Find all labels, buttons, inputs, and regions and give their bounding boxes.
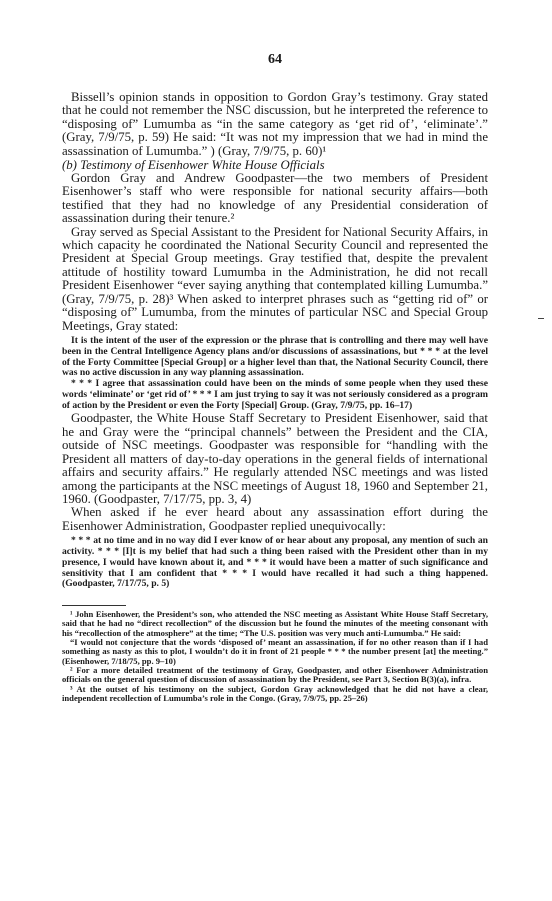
footnote-1-quote: “I would not conjecture that the words ‘disposed of’ meant an assassination, if for no other reason than if I had something as nasty as this to plot, I wouldn’t do it in front of 21 people * * * the number present [at] the meeting.” (Eisenhower, 7/18/75, pp. 9–10) bbox=[62, 637, 488, 666]
quote-goodpaster: * * * at no time and in no way did I ever know of or hear about any proposal, any mention of such an activity. * * * [I]t is my belief that had such a thing been raised with the President other than in my presence, I would have known about it, and * * * it would have been a matter of such significance and sensitivity that I am confident that * * * I would have recalled it had such a thing happened. (Goodpaster, 7/17/75, p. 5) bbox=[62, 535, 488, 590]
paragraph-goodpaster: Goodpaster, the White House Staff Secretary to President Eisenhower, said that he and Gray were the “principal channels” between the President and the CIA, outside of NSC meetings. Goodpaster was responsible for “handling with the President all matters of day-to-day operations in the general fields of international affairs and security affairs.” He regularly attended NSC meetings and was listed among the participants at the NSC meetings of August 18, 1960 and September 21, 1960. (Goodpaster, 7/17/75, pp. 3, 4) bbox=[62, 411, 488, 506]
footnote-3: ³ At the outset of his testimony on the subject, Gordon Gray acknowledged that he did not have a clear, independent recollection of Lumumba’s role in the Congo. (Gray, 7/9/75, pp. 25–26) bbox=[62, 683, 488, 703]
paragraph-bissell: Bissell’s opinion stands in opposition to Gordon Gray’s testimony. Gray stated that he could not remember the NSC discussion, but he interpreted the reference to “disposing of” Lumumba as “in the same category as ‘get rid of’, ‘eliminate’.” (Gray, 7/9/75, p. 59) He said: “It was not my impression that we had in mind the assassination of Lumumba.” ) (Gray, 7/9/75, p. 60)¹ bbox=[62, 90, 488, 158]
footnote-2: ² For a more detailed treatment of the testimony of Gray, Goodpaster, and other Eisenhower Administration officials on the general question of discussion of assassination by the President, see Part 3, Section B(3)(a), infra. bbox=[62, 664, 488, 685]
page-number: 64 bbox=[268, 52, 282, 67]
paragraph-gray-served: Gray served as Special Assistant to the President for National Security Affairs, in which capacity he coordinated the National Security Council and represented the President at Special Group meetings. Gray testified that, despite the prevalent attitude of hostility toward Lumumba in the Administration, he did not recall President Eisenhower “ever saying anything that contemplated killing Lumumba.” (Gray, 7/9/75, p. 28)³ When asked to interpret phrases such as “getting rid of” or “disposing of” Lumumba, from the minutes of particular NSC and Special Group Meetings, Gray stated: bbox=[62, 224, 488, 333]
document-page bbox=[62, 52, 488, 703]
footnote-1: ¹ John Eisenhower, the President’s son, who attended the NSC meeting as Assistant White House Staff Secretary, said that he had no “direct recollection” of the discussion but he found the minutes of the meeting consonant with his “recollection of the atmosphere” at the time; “The U.S. position was very much anti-Lumumba.” He said: bbox=[62, 609, 488, 638]
paragraph-gray-goodpaster: Gordon Gray and Andrew Goodpaster—the two members of President Eisenhower’s staff who were responsible for national security affairs—both testified that they had no knowledge of any Presidential consideration of assassination during their tenure.² bbox=[62, 171, 488, 226]
quote-gray-2: * * * I agree that assassination could have been on the minds of some people when they used these words ‘eliminate’ or ‘get rid of’ * * * I am just trying to say it was not seriously considered as a program of action by the President or even the Forty [Special] Group. (Gray, 7/9/75, pp. 16–17) bbox=[62, 378, 488, 411]
margin-mark bbox=[538, 318, 544, 319]
footnote-rule bbox=[62, 605, 126, 606]
quote-gray-1: It is the intent of the user of the expression or the phrase that is controlling and there may well have been in the Central Intelligence Agency plans and/or discussions of assassinations, but * * * at the level of the Forty Committee [Special Group] or a higher level than that, the National Security Council, there was no active discussion in any way planning assassination. bbox=[62, 334, 488, 379]
section-heading: (b) Testimony of Eisenhower White House Officials bbox=[62, 158, 325, 173]
paragraph-goodpaster-asked: When asked if he ever heard about any assassination effort during the Eisenhower Administration, Goodpaster replied unequivocally: bbox=[62, 505, 488, 533]
